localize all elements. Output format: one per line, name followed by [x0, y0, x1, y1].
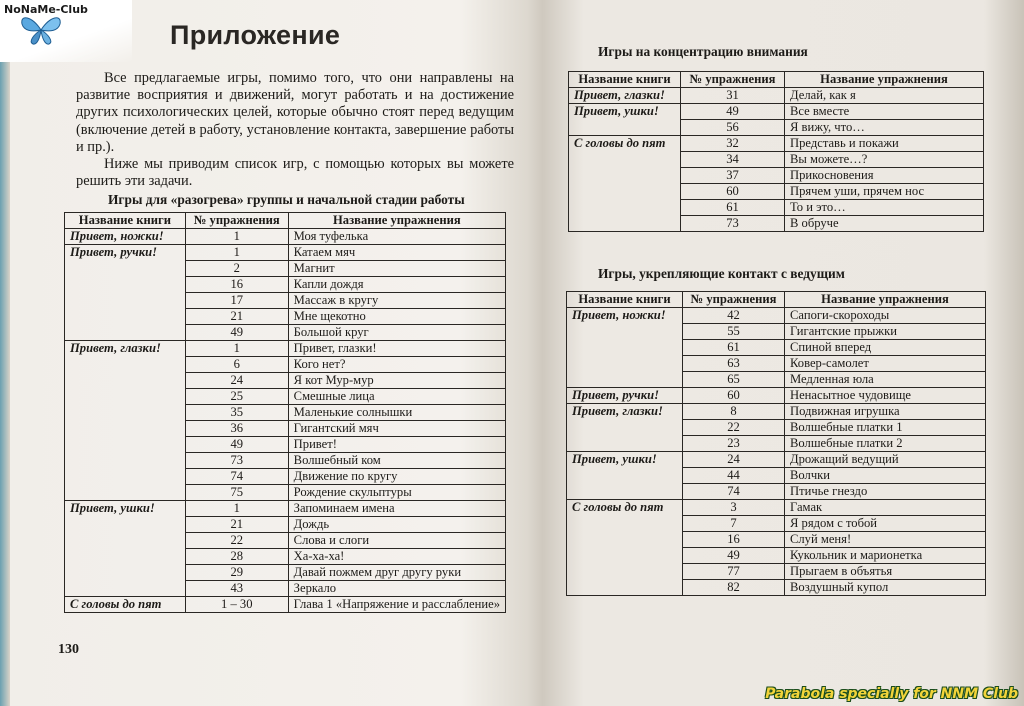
book-cell	[65, 309, 186, 325]
num-cell: 73	[185, 453, 288, 469]
game-cell: Дождь	[288, 517, 505, 533]
table-row	[65, 533, 506, 549]
game-cell: Глава 1 «Напряжение и расслабление»	[288, 597, 505, 613]
game-cell: Давай пожмем друг другу руки	[288, 565, 505, 581]
game-cell: Прикосновения	[785, 168, 984, 184]
game-cell: Магнит	[288, 261, 505, 277]
book-cell	[567, 532, 683, 548]
table-row	[65, 245, 506, 261]
attention-table-caption: Игры на концентрацию внимания	[598, 44, 808, 59]
book-cell	[567, 468, 683, 484]
game-cell: Гигантские прыжки	[785, 324, 986, 340]
contact-table-caption: Игры, укрепляющие контакт с ведущим	[598, 266, 845, 281]
num-cell: 82	[683, 580, 785, 596]
num-cell: 16	[683, 532, 785, 548]
num-cell: 8	[683, 404, 785, 420]
table-row	[65, 341, 506, 357]
num-cell: 74	[185, 469, 288, 485]
book-cell	[567, 484, 683, 500]
book-cell	[65, 533, 186, 549]
table-row	[65, 437, 506, 453]
game-cell: Слова и слоги	[288, 533, 505, 549]
book-cell	[567, 564, 683, 580]
book-cell: Привет, глазки!	[569, 88, 681, 104]
table-row	[65, 421, 506, 437]
book-cell	[567, 516, 683, 532]
game-cell: Представь и покажи	[785, 136, 984, 152]
table-row	[567, 532, 986, 548]
table-row	[567, 436, 986, 452]
table-row	[567, 420, 986, 436]
book-cell	[569, 200, 681, 216]
game-cell: В обруче	[785, 216, 984, 232]
book-cell	[65, 437, 186, 453]
num-cell: 23	[683, 436, 785, 452]
game-cell: Маленькие солнышки	[288, 405, 505, 421]
header-num: № упражнения	[681, 72, 785, 88]
page-edge-left	[0, 0, 10, 706]
num-cell: 17	[185, 293, 288, 309]
table-row	[65, 597, 506, 613]
table-row	[569, 88, 984, 104]
book-cell: Привет, ушки!	[65, 501, 186, 517]
table-row	[65, 293, 506, 309]
page-number: 130	[58, 642, 79, 657]
game-cell: Мне щекотно	[288, 309, 505, 325]
game-cell: Слуй меня!	[785, 532, 986, 548]
attention-table	[568, 71, 984, 232]
table-row	[65, 501, 506, 517]
num-cell: 1	[185, 245, 288, 261]
num-cell: 22	[185, 533, 288, 549]
book-cell	[567, 580, 683, 596]
game-cell: Воздушный купол	[785, 580, 986, 596]
book-cell	[65, 405, 186, 421]
game-cell: То и это…	[785, 200, 984, 216]
book-cell	[65, 325, 186, 341]
book-cell	[65, 469, 186, 485]
book-cell	[65, 485, 186, 501]
num-cell: 21	[185, 517, 288, 533]
watermark: Parabola specially for NNM Club	[765, 686, 1018, 702]
game-cell: Медленная юла	[785, 372, 986, 388]
game-cell: Подвижная игрушка	[785, 404, 986, 420]
game-cell: Волшебные платки 2	[785, 436, 986, 452]
book-cell	[65, 549, 186, 565]
table-row	[569, 120, 984, 136]
table-row	[65, 277, 506, 293]
book-cell	[65, 373, 186, 389]
game-cell: Капли дождя	[288, 277, 505, 293]
table-row	[65, 469, 506, 485]
num-cell: 34	[681, 152, 785, 168]
table-row	[567, 388, 986, 404]
num-cell: 37	[681, 168, 785, 184]
book-cell	[65, 293, 186, 309]
book-cell	[569, 184, 681, 200]
num-cell: 65	[683, 372, 785, 388]
table-header-row	[567, 292, 986, 308]
num-cell: 28	[185, 549, 288, 565]
game-cell: Рождение скульптуры	[288, 485, 505, 501]
header-game: Название упражнения	[785, 292, 986, 308]
game-cell: Делай, как я	[785, 88, 984, 104]
table-row	[65, 549, 506, 565]
num-cell: 36	[185, 421, 288, 437]
num-cell: 7	[683, 516, 785, 532]
header-book: Название книги	[567, 292, 683, 308]
header-book: Название книги	[65, 213, 186, 229]
num-cell: 60	[681, 184, 785, 200]
game-cell: Ненасытное чудовище	[785, 388, 986, 404]
num-cell: 49	[681, 104, 785, 120]
table-row	[567, 324, 986, 340]
table-row	[567, 356, 986, 372]
game-cell: Прячем уши, прячем нос	[785, 184, 984, 200]
num-cell: 35	[185, 405, 288, 421]
num-cell: 6	[185, 357, 288, 373]
book-cell	[65, 581, 186, 597]
num-cell: 49	[683, 548, 785, 564]
num-cell: 75	[185, 485, 288, 501]
game-cell: Ха-ха-ха!	[288, 549, 505, 565]
table-row	[65, 373, 506, 389]
game-cell: Волшебные платки 1	[785, 420, 986, 436]
num-cell: 73	[681, 216, 785, 232]
num-cell: 63	[683, 356, 785, 372]
book-cell	[65, 421, 186, 437]
book-cell: Привет, ушки!	[569, 104, 681, 120]
table-row	[65, 261, 506, 277]
game-cell: Запоминаем имена	[288, 501, 505, 517]
game-cell: Гамак	[785, 500, 986, 516]
game-cell: Я вижу, что…	[785, 120, 984, 136]
game-cell: Спиной вперед	[785, 340, 986, 356]
table-row	[569, 152, 984, 168]
num-cell: 1	[185, 341, 288, 357]
num-cell: 42	[683, 308, 785, 324]
table-row	[569, 104, 984, 120]
book-cell	[65, 565, 186, 581]
num-cell: 29	[185, 565, 288, 581]
table-row	[65, 325, 506, 341]
table-row	[567, 564, 986, 580]
header-book: Название книги	[569, 72, 681, 88]
table-row	[567, 404, 986, 420]
num-cell: 3	[683, 500, 785, 516]
game-cell: Кукольник и марионетка	[785, 548, 986, 564]
table-row	[567, 484, 986, 500]
table-row	[567, 468, 986, 484]
site-logo	[0, 0, 132, 62]
table-row	[65, 453, 506, 469]
book-cell	[569, 120, 681, 136]
game-cell: Дрожащий ведущий	[785, 452, 986, 468]
table-row	[65, 405, 506, 421]
book-cell: Привет, ушки!	[567, 452, 683, 468]
table-row	[65, 229, 506, 245]
table-row	[65, 309, 506, 325]
table-row	[567, 452, 986, 468]
header-num: № упражнения	[683, 292, 785, 308]
table-header-row	[65, 213, 506, 229]
header-game: Название упражнения	[785, 72, 984, 88]
book-cell: С головы до пят	[567, 500, 683, 516]
contact-table	[566, 291, 986, 596]
num-cell: 21	[185, 309, 288, 325]
game-cell: Зеркало	[288, 581, 505, 597]
num-cell: 43	[185, 581, 288, 597]
book-cell	[567, 420, 683, 436]
num-cell: 1	[185, 501, 288, 517]
num-cell: 24	[185, 373, 288, 389]
table-row	[567, 580, 986, 596]
game-cell: Движение по кругу	[288, 469, 505, 485]
game-cell: Вы можете…?	[785, 152, 984, 168]
table-row	[567, 516, 986, 532]
intro-text	[76, 70, 514, 190]
game-cell: Я рядом с тобой	[785, 516, 986, 532]
game-cell: Катаем мяч	[288, 245, 505, 261]
book-cell: Привет, ручки!	[567, 388, 683, 404]
table-row	[65, 485, 506, 501]
intro-paragraph-1: Все предлагаемые игры, помимо того, что они направлены на развитие восприятия и движений, могут работать и на достижение других психологических целей, которые обычно стоят перед ведущим (включение детей в работу, установление контакта, завершение работы и пр.).	[76, 70, 514, 155]
book-cell	[65, 277, 186, 293]
game-cell: Прыгаем в объятья	[785, 564, 986, 580]
book-cell	[65, 517, 186, 533]
header-num: № упражнения	[185, 213, 288, 229]
num-cell: 44	[683, 468, 785, 484]
table-row	[567, 372, 986, 388]
game-cell: Привет, глазки!	[288, 341, 505, 357]
book-cell	[65, 453, 186, 469]
table-row	[569, 200, 984, 216]
table-row	[65, 357, 506, 373]
num-cell: 1	[185, 229, 288, 245]
table-row	[567, 340, 986, 356]
book-cell	[567, 340, 683, 356]
num-cell: 24	[683, 452, 785, 468]
num-cell: 31	[681, 88, 785, 104]
page-title: Приложение	[170, 20, 341, 50]
table-row	[567, 308, 986, 324]
book-cell	[567, 356, 683, 372]
num-cell: 60	[683, 388, 785, 404]
game-cell: Кого нет?	[288, 357, 505, 373]
num-cell: 49	[185, 437, 288, 453]
table-row	[65, 517, 506, 533]
book-cell: Привет, ножки!	[65, 229, 186, 245]
left-page	[58, 10, 520, 700]
book-cell	[567, 548, 683, 564]
butterfly-icon	[18, 14, 64, 46]
game-cell: Большой круг	[288, 325, 505, 341]
game-cell: Птичье гнездо	[785, 484, 986, 500]
book-cell	[569, 152, 681, 168]
book-cell	[569, 216, 681, 232]
book-cell: Привет, ручки!	[65, 245, 186, 261]
table-row	[569, 168, 984, 184]
book-cell	[65, 389, 186, 405]
num-cell: 56	[681, 120, 785, 136]
num-cell: 32	[681, 136, 785, 152]
game-cell: Привет!	[288, 437, 505, 453]
table-row	[569, 216, 984, 232]
table-row	[569, 136, 984, 152]
num-cell: 61	[681, 200, 785, 216]
book-cell: С головы до пят	[569, 136, 681, 152]
game-cell: Все вместе	[785, 104, 984, 120]
book-cell	[567, 372, 683, 388]
book-cell: Привет, глазки!	[567, 404, 683, 420]
game-cell: Гигантский мяч	[288, 421, 505, 437]
game-cell: Я кот Мур-мур	[288, 373, 505, 389]
table-row	[567, 548, 986, 564]
table-row	[65, 581, 506, 597]
num-cell: 1 – 30	[185, 597, 288, 613]
book-cell: Привет, глазки!	[65, 341, 186, 357]
num-cell: 74	[683, 484, 785, 500]
game-cell: Волчки	[785, 468, 986, 484]
num-cell: 77	[683, 564, 785, 580]
game-cell: Массаж в кругу	[288, 293, 505, 309]
book-cell	[567, 436, 683, 452]
book-cell	[65, 261, 186, 277]
game-cell: Смешные лица	[288, 389, 505, 405]
game-cell: Волшебный ком	[288, 453, 505, 469]
logo-text: NoNaMe-Club	[4, 3, 88, 16]
num-cell: 25	[185, 389, 288, 405]
warmup-table-caption: Игры для «разогрева» группы и начальной стадии работы	[108, 192, 465, 207]
book-cell	[567, 324, 683, 340]
page-edge-right	[984, 0, 1024, 706]
table-row	[569, 184, 984, 200]
book-cell: С головы до пят	[65, 597, 186, 613]
book-cell	[569, 168, 681, 184]
num-cell: 55	[683, 324, 785, 340]
table-row	[65, 565, 506, 581]
intro-paragraph-2: Ниже мы приводим список игр, с помощью которых вы можете решить эти задачи.	[76, 156, 514, 190]
book-cell	[65, 357, 186, 373]
header-game: Название упражнения	[288, 213, 505, 229]
game-cell: Сапоги-скороходы	[785, 308, 986, 324]
game-cell: Ковер-самолет	[785, 356, 986, 372]
num-cell: 2	[185, 261, 288, 277]
right-page	[545, 10, 985, 700]
num-cell: 16	[185, 277, 288, 293]
num-cell: 22	[683, 420, 785, 436]
book-cell: Привет, ножки!	[567, 308, 683, 324]
table-header-row	[569, 72, 984, 88]
game-cell: Моя туфелька	[288, 229, 505, 245]
table-row	[65, 389, 506, 405]
warmup-table	[64, 212, 506, 613]
table-row	[567, 500, 986, 516]
num-cell: 49	[185, 325, 288, 341]
num-cell: 61	[683, 340, 785, 356]
